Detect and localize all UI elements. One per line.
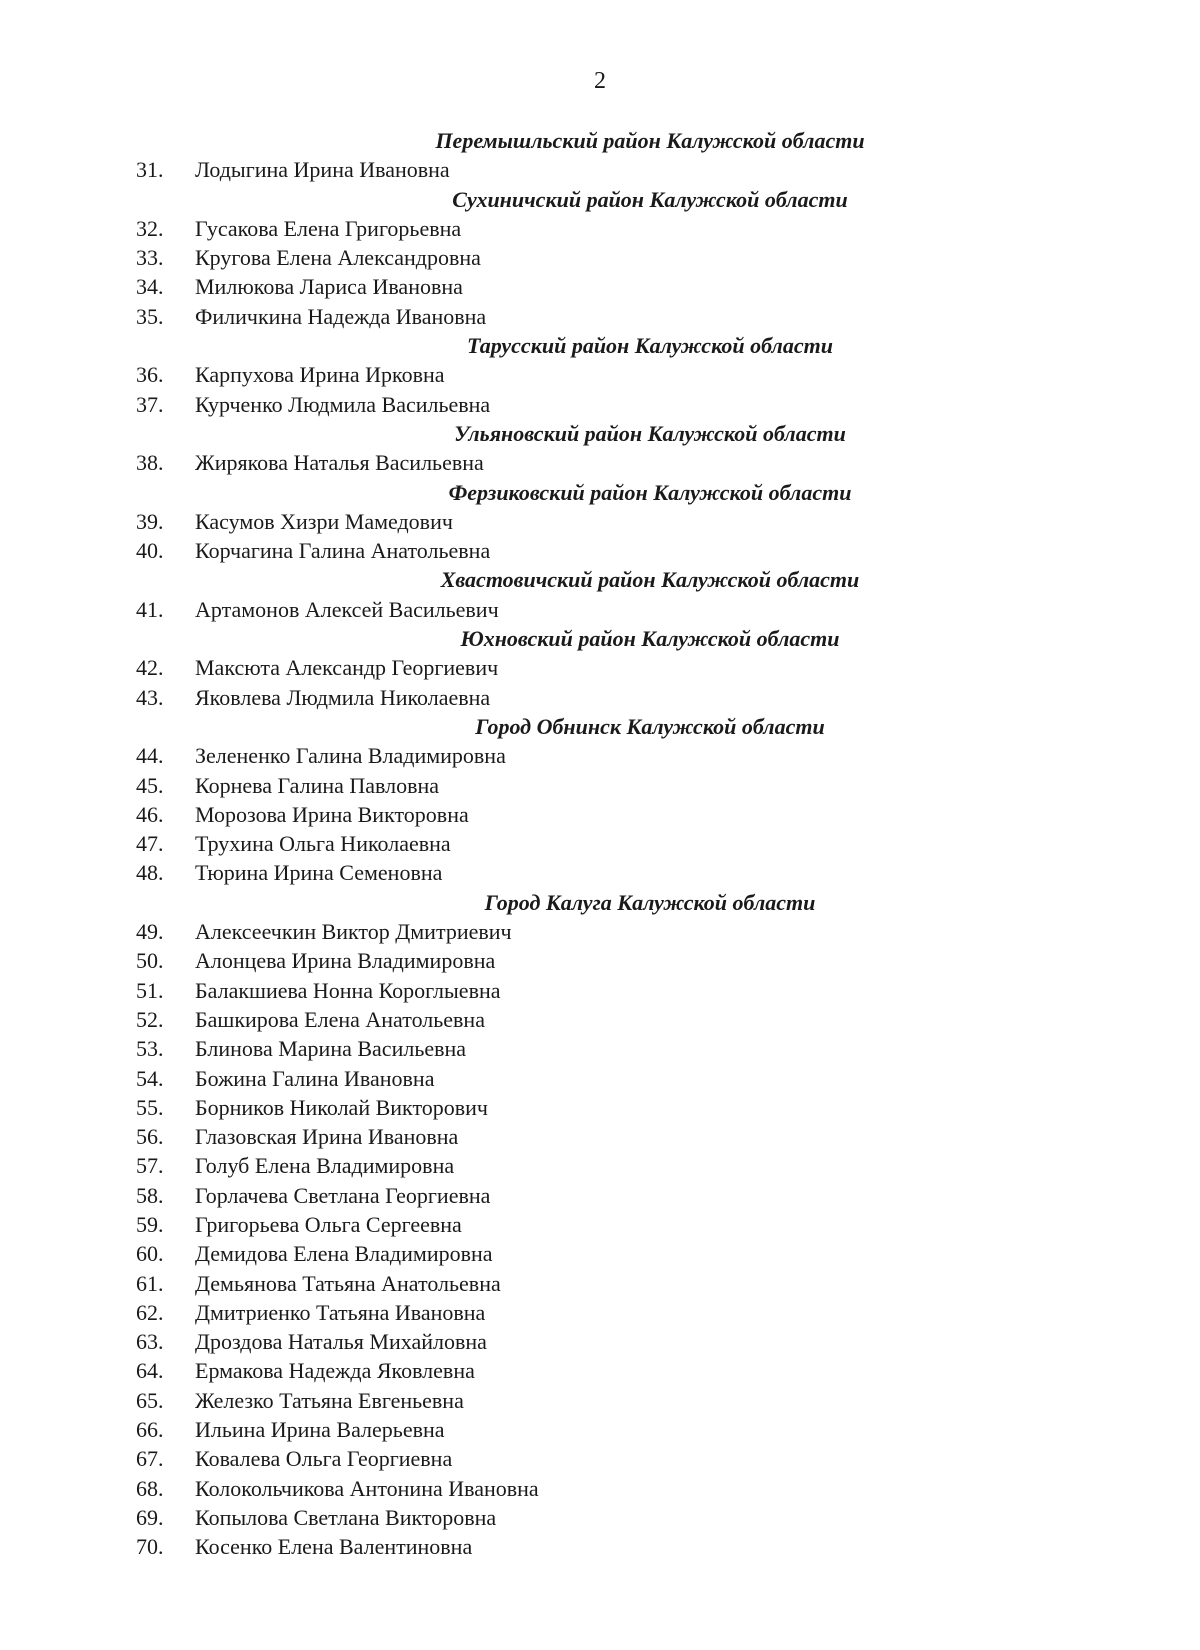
- item-number: 55.: [136, 1094, 164, 1120]
- person-name: Тюрина Ирина Семеновна: [195, 860, 443, 886]
- item-number: 58.: [136, 1182, 164, 1208]
- person-name: Милюкова Лариса Ивановна: [195, 274, 463, 300]
- list-item: [0, 536, 1200, 565]
- person-name: Колокольчикова Антонина Ивановна: [195, 1475, 539, 1501]
- item-number: 66.: [136, 1417, 164, 1443]
- list-item: [0, 1298, 1200, 1327]
- list-item: [0, 946, 1200, 975]
- section-title: Хвастовичский район Калужской области: [440, 567, 860, 593]
- person-name: Горлачева Светлана Георгиевна: [195, 1182, 491, 1208]
- person-name: Артамонов Алексей Васильевич: [195, 596, 499, 622]
- section-title: Перемышльский район Калужской области: [435, 128, 865, 153]
- list-item: [0, 272, 1200, 301]
- item-number: 68.: [136, 1475, 164, 1501]
- person-name: Борников Николай Викторович: [195, 1094, 488, 1120]
- item-number: 52.: [136, 1006, 164, 1032]
- section-title: Тарусский район Калужской области: [467, 333, 833, 359]
- list-item: [0, 1210, 1200, 1239]
- item-number: 32.: [136, 215, 164, 241]
- person-name: Морозова Ирина Викторовна: [195, 801, 469, 827]
- item-number: 31.: [136, 157, 164, 183]
- list-item: [0, 1444, 1200, 1473]
- item-number: 43.: [136, 684, 164, 710]
- item-number: 45.: [136, 772, 164, 798]
- section-heading: [0, 888, 1200, 917]
- item-number: 57.: [136, 1153, 164, 1179]
- item-number: 51.: [136, 977, 164, 1003]
- list-item: [0, 653, 1200, 682]
- person-name: Корнева Галина Павловна: [195, 772, 440, 798]
- item-number: 63.: [136, 1329, 164, 1355]
- person-name: Трухина Ольга Николаевна: [195, 831, 451, 857]
- person-name: Кругова Елена Александровна: [195, 245, 481, 271]
- list-item: [0, 741, 1200, 770]
- item-number: 40.: [136, 538, 164, 564]
- person-name: Глазовская Ирина Ивановна: [195, 1124, 459, 1150]
- item-number: 36.: [136, 362, 164, 388]
- item-number: 33.: [136, 245, 164, 271]
- section-title: Город Обнинск Калужской области: [475, 713, 825, 739]
- item-number: 62.: [136, 1299, 164, 1325]
- section-heading: [0, 331, 1200, 360]
- award-list: [0, 126, 1200, 1562]
- list-item: [0, 1122, 1200, 1151]
- section-title: Ульяновский район Калужской области: [454, 420, 846, 446]
- person-name: Железко Татьяна Евгеньевна: [195, 1387, 464, 1413]
- person-name: Косенко Елена Валентиновна: [195, 1534, 473, 1560]
- person-name: Максюта Александр Георгиевич: [195, 655, 499, 681]
- item-number: 61.: [136, 1270, 164, 1296]
- person-name: Курченко Людмила Васильевна: [195, 391, 491, 417]
- person-name: Ермакова Надежда Яковлевна: [195, 1358, 475, 1384]
- list-item: [0, 1151, 1200, 1180]
- person-name: Касумов Хизри Мамедович: [195, 508, 453, 534]
- item-number: 59.: [136, 1211, 164, 1237]
- item-number: 42.: [136, 655, 164, 681]
- person-name: Башкирова Елена Анатольевна: [195, 1006, 485, 1032]
- item-number: 64.: [136, 1358, 164, 1384]
- list-item: [0, 1356, 1200, 1385]
- person-name: Голуб Елена Владимировна: [195, 1153, 455, 1179]
- item-number: 53.: [136, 1036, 164, 1062]
- list-item: [0, 771, 1200, 800]
- item-number: 41.: [136, 596, 164, 622]
- person-name: Балакшиева Нонна Короглыевна: [195, 977, 501, 1003]
- list-item: [0, 1005, 1200, 1034]
- item-number: 37.: [136, 391, 164, 417]
- section-heading: [0, 565, 1200, 594]
- person-name: Демьянова Татьяна Анатольевна: [195, 1270, 501, 1296]
- section-title: Город Калуга Калужской области: [484, 889, 816, 915]
- person-name: Блинова Марина Васильевна: [195, 1036, 467, 1062]
- list-item: [0, 829, 1200, 858]
- section-heading: [0, 126, 1200, 155]
- person-name: Жирякова Наталья Васильевна: [195, 450, 484, 476]
- section-heading: [0, 478, 1200, 507]
- list-item: [0, 360, 1200, 389]
- person-name: Алексеечкин Виктор Дмитриевич: [195, 919, 512, 945]
- person-name: Божина Галина Ивановна: [195, 1065, 435, 1091]
- list-item: [0, 800, 1200, 829]
- item-number: 50.: [136, 948, 164, 974]
- person-name: Лодыгина Ирина Ивановна: [195, 157, 450, 183]
- person-name: Ковалева Ольга Георгиевна: [195, 1446, 453, 1472]
- section-title: Сухиничский район Калужской области: [452, 186, 848, 212]
- section-heading: [0, 712, 1200, 741]
- list-item: [0, 858, 1200, 887]
- list-item: [0, 1386, 1200, 1415]
- list-item: [0, 1239, 1200, 1268]
- list-item: [0, 1093, 1200, 1122]
- person-name: Дроздова Наталья Михайловна: [195, 1329, 487, 1355]
- list-item: [0, 155, 1200, 184]
- person-name: Карпухова Ирина Ирковна: [195, 362, 445, 388]
- list-item: [0, 683, 1200, 712]
- list-item: [0, 243, 1200, 272]
- item-number: 39.: [136, 508, 164, 534]
- list-item: [0, 507, 1200, 536]
- list-item: [0, 214, 1200, 243]
- person-name: Корчагина Галина Анатольевна: [195, 538, 491, 564]
- item-number: 47.: [136, 831, 164, 857]
- list-item: [0, 595, 1200, 624]
- item-number: 67.: [136, 1446, 164, 1472]
- person-name: Гусакова Елена Григорьевна: [195, 215, 462, 241]
- list-item: [0, 1474, 1200, 1503]
- person-name: Алонцева Ирина Владимировна: [195, 948, 496, 974]
- item-number: 60.: [136, 1241, 164, 1267]
- item-number: 48.: [136, 860, 164, 886]
- list-item: [0, 1181, 1200, 1210]
- item-number: 69.: [136, 1504, 164, 1530]
- item-number: 44.: [136, 743, 164, 769]
- section-title: Юхновский район Калужской области: [460, 626, 840, 652]
- section-title: Ферзиковский район Калужской области: [448, 479, 852, 505]
- list-item: [0, 302, 1200, 331]
- person-name: Ильина Ирина Валерьевна: [195, 1417, 445, 1443]
- list-item: [0, 390, 1200, 419]
- item-number: 70.: [136, 1534, 164, 1560]
- list-item: [0, 1269, 1200, 1298]
- list-item: [0, 1327, 1200, 1356]
- person-name: Филичкина Надежда Ивановна: [195, 303, 487, 329]
- section-heading: [0, 419, 1200, 448]
- list-item: [0, 1034, 1200, 1063]
- person-name: Яковлева Людмила Николаевна: [195, 684, 491, 710]
- list-item: [0, 917, 1200, 946]
- list-item: [0, 1532, 1200, 1561]
- item-number: 65.: [136, 1387, 164, 1413]
- person-name: Копылова Светлана Викторовна: [195, 1504, 497, 1530]
- person-name: Зелененко Галина Владимировна: [195, 743, 506, 769]
- item-number: 38.: [136, 450, 164, 476]
- section-heading: [0, 624, 1200, 653]
- list-item: [0, 976, 1200, 1005]
- person-name: Дмитриенко Татьяна Ивановна: [195, 1299, 486, 1325]
- section-heading: [0, 185, 1200, 214]
- item-number: 46.: [136, 801, 164, 827]
- list-item: [0, 1415, 1200, 1444]
- item-number: 49.: [136, 919, 164, 945]
- list-item: [0, 1064, 1200, 1093]
- item-number: 54.: [136, 1065, 164, 1091]
- person-name: Григорьева Ольга Сергеевна: [195, 1211, 462, 1237]
- item-number: 34.: [136, 274, 164, 300]
- list-item: [0, 448, 1200, 477]
- item-number: 35.: [136, 303, 164, 329]
- list-item: [0, 1503, 1200, 1532]
- person-name: Демидова Елена Владимировна: [195, 1241, 493, 1267]
- page-number: 2: [594, 68, 606, 94]
- item-number: 56.: [136, 1124, 164, 1150]
